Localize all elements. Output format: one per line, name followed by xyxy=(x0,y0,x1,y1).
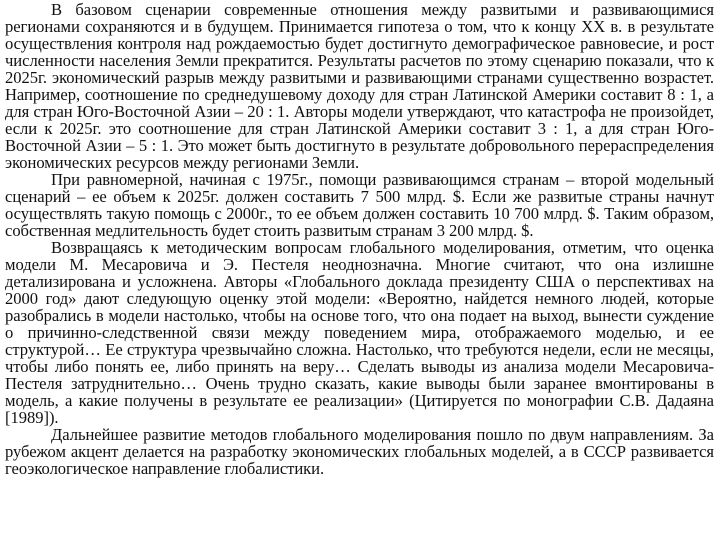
paragraph-further-development: Дальнейшее развитие методов глобального моделирования пошло по двум направлениям. За рубежом акцент делается на разработку экономических глобальных моделей, а в СССР развивается геоэкологическое направление глобалистики. xyxy=(5,425,714,478)
paragraph-aid-scenario: При равномерной, начиная с 1975г., помощи развивающимся странам – второй модельный сценарий – ее объем к 2025г. должен составить 7 500 млрд. $. Если же развитые страны начнут осуществлять такую помощь с 2000г., то ее объем должен составить 10 700 млрд. $. Таким образом, собственная медлительность будет стоить развитым странам 3 200 млрд. $. xyxy=(5,170,714,240)
paragraph-model-evaluation: Возвращаясь к методическим вопросам глобального моделирования, отметим, что оценка модели М. Месаровича и Э. Пестеля неоднозначна. Многие считают, что она излишне детализирована и усложнена. Авторы «Глобального доклада президенту США о перспективах на 2000 год» дают следующую оценку этой модели: «Вероятно, найдется немного людей, которые разобрались в модели настолько, чтобы на основе того, что она подает на выход, вынести суждение о причинно-следственной связи между поведением мира, отображаемого моделью, и ее структурой… Ее структура чрезвычайно сложна. Настолько, что требуются недели, если не месяцы, чтобы либо понять ее, либо принять на веру… Сделать выводы из анализа модели Месаровича-Пестеля затруднительно… Очень трудно сказать, какие выводы были заранее вмонтированы в модель, а какие получены в результате ее реализации» (Цитируется по монографии С.В. Дадаяна [1989]). xyxy=(5,238,714,427)
paragraph-baseline-scenario: В базовом сценарии современные отношения между развитыми и развивающимися регионами сохраняются и в будущем. Принимается гипотеза о том, что к концу XX в. в результате осуществления контроля над рождаемостью будет достигнуто демографическое равновесие, и рост численности населения Земли прекратится. Результаты расчетов по этому сценарию показали, что к 2025г. экономический разрыв между развитыми и развивающими странами существенно возрастет. Например, соотношение по среднедушевому доходу для стран Латинской Америки составит 8 : 1, а для стран Юго-Восточной Азии – 20 : 1. Авторы модели утверждают, что катастрофа не произойдет, если к 2025г. это соотношение для стран Латинской Америки составит 3 : 1, а для стран Юго-Восточной Азии – 5 : 1. Это может быть достигнуто в результате добровольного перераспределения экономических ресурсов между регионами Земли. xyxy=(5,0,714,172)
